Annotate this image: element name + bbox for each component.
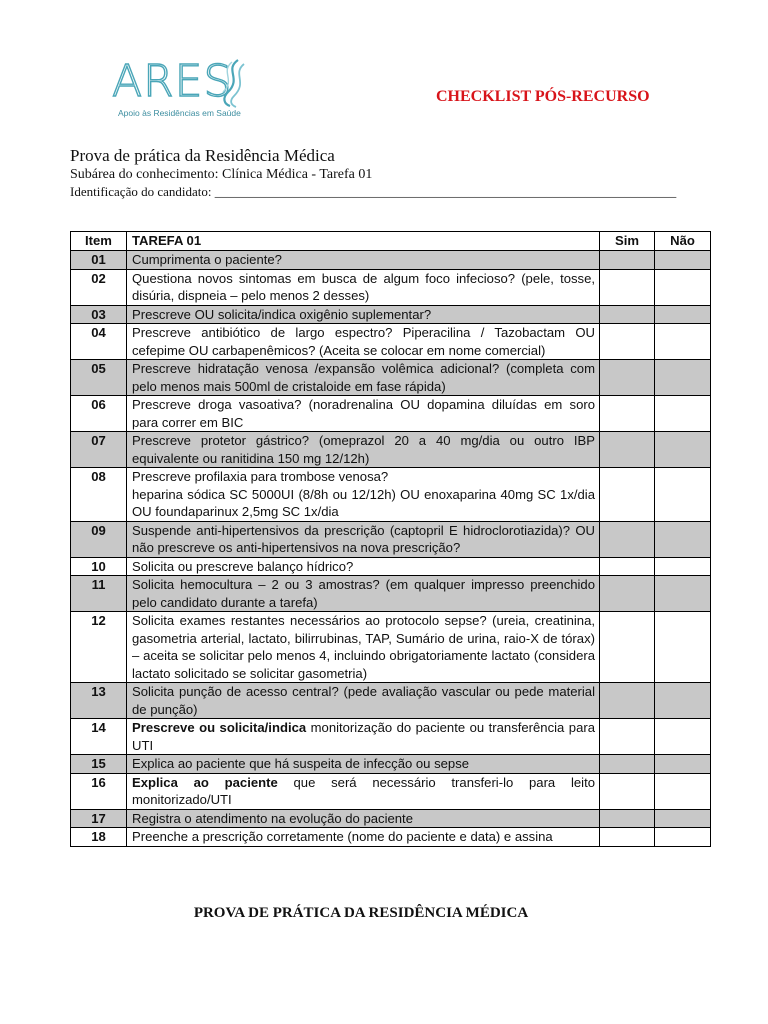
task-description: [127, 251, 600, 270]
subarea-line: Subárea do conhecimento: Clínica Médica - Tarefa 01: [70, 167, 373, 182]
task-text: Prescreve profilaxia para trombose venosa?: [132, 469, 389, 484]
task-description: [127, 360, 600, 396]
header-sim: Sim: [600, 232, 655, 251]
table-row: [71, 360, 711, 396]
sim-checkbox-cell[interactable]: [600, 683, 655, 719]
footer-title: PROVA DE PRÁTICA DA RESIDÊNCIA MÉDICA: [193, 905, 529, 921]
header-task: TAREFA 01: [127, 232, 600, 251]
item-number: 03: [71, 305, 127, 324]
sim-checkbox-cell[interactable]: [600, 557, 655, 576]
table-row: [71, 755, 711, 774]
sim-checkbox-cell[interactable]: [600, 251, 655, 270]
task-description: [127, 468, 600, 522]
task-description: [127, 324, 600, 360]
task-description: [127, 683, 600, 719]
item-number: 08: [71, 468, 127, 522]
task-text: Prescreve hidratação venosa /expansão volêmica adicional? (completa com pelo menos mais 500ml de cristaloide em fase rápida): [132, 361, 595, 394]
task-text: Cumprimenta o paciente?: [132, 252, 282, 267]
task-text: Prescreve antibiótico de largo espectro? Piperacilina / Tazobactam OU cefepime OU carbapenêmicos? (Aceita se colocar em nome comercial): [132, 325, 595, 358]
nao-checkbox-cell[interactable]: [655, 432, 711, 468]
item-number: 04: [71, 324, 127, 360]
task-text: Solicita hemocultura – 2 ou 3 amostras? (em qualquer impresso preenchido pelo candidato durante a tarefa): [132, 577, 595, 610]
checklist-table: [70, 231, 711, 847]
sim-checkbox-cell[interactable]: [600, 612, 655, 683]
nao-checkbox-cell[interactable]: [655, 755, 711, 774]
task-text: Solicita punção de acesso central? (pede avaliação vascular ou pede material de punção): [132, 684, 595, 717]
item-number: 14: [71, 719, 127, 755]
nao-checkbox-cell[interactable]: [655, 612, 711, 683]
item-number: 01: [71, 251, 127, 270]
table-header-row: [71, 232, 711, 251]
sim-checkbox-cell[interactable]: [600, 521, 655, 557]
table-row: [71, 324, 711, 360]
sim-checkbox-cell[interactable]: [600, 719, 655, 755]
sim-checkbox-cell[interactable]: [600, 269, 655, 305]
table-row: [71, 251, 711, 270]
checklist-body: [71, 251, 711, 847]
table-row: [71, 305, 711, 324]
task-text: Prescreve droga vasoativa? (noradrenalina OU dopamina diluídas em soro para correr em BIC: [132, 397, 595, 430]
task-description: [127, 396, 600, 432]
item-number: 18: [71, 828, 127, 847]
task-description: [127, 755, 600, 774]
logo-wordmark: ARES: [112, 56, 233, 107]
task-description: [127, 809, 600, 828]
document-title: CHECKLIST PÓS-RECURSO: [436, 88, 650, 105]
task-description: [127, 557, 600, 576]
table-row: [71, 468, 711, 522]
task-text-bold: Explica ao paciente: [132, 774, 278, 790]
exam-heading: Prova de prática da Residência Médica: [70, 146, 335, 165]
task-text: Suspende anti-hipertensivos da prescrição (captopril E hidroclorotiazida)? OU não prescreve os anti-hipertensivos na nova prescrição?: [132, 522, 595, 555]
candidate-identification-line: Identificação do candidato: _______________________________________________________________________: [70, 184, 677, 199]
logo-swoosh-icon: [216, 58, 250, 108]
sim-checkbox-cell[interactable]: [600, 396, 655, 432]
nao-checkbox-cell[interactable]: [655, 521, 711, 557]
task-description: [127, 576, 600, 612]
table-row: [71, 432, 711, 468]
nao-checkbox-cell[interactable]: [655, 828, 711, 847]
header-item: Item: [71, 232, 127, 251]
nao-checkbox-cell[interactable]: [655, 305, 711, 324]
table-row: [71, 269, 711, 305]
task-description: [127, 719, 600, 755]
logo: [112, 56, 252, 122]
nao-checkbox-cell[interactable]: [655, 773, 711, 809]
sim-checkbox-cell[interactable]: [600, 360, 655, 396]
item-number: 15: [71, 755, 127, 774]
sim-checkbox-cell[interactable]: [600, 576, 655, 612]
nao-checkbox-cell[interactable]: [655, 809, 711, 828]
nao-checkbox-cell[interactable]: [655, 360, 711, 396]
table-row: [71, 809, 711, 828]
table-row: [71, 612, 711, 683]
item-number: 06: [71, 396, 127, 432]
nao-checkbox-cell[interactable]: [655, 468, 711, 522]
item-number: 11: [71, 576, 127, 612]
nao-checkbox-cell[interactable]: [655, 719, 711, 755]
table-row: [71, 576, 711, 612]
item-number: 10: [71, 557, 127, 576]
task-text: Solicita exames restantes necessários ao protocolo sepse? (ureia, creatinina, gasometria arterial, lactato, bilirrubinas, TAP, Sumário de urina, raio-X de tórax) – aceita se solicitar pelo menos 4, incluindo obrigatoriamente lactato (considera lactato solicitado se solicitar gasometria): [132, 613, 595, 681]
task-text: heparina sódica SC 5000UI (8/8h ou 12/12h) OU enoxaparina 40mg SC 1x/dia OU foundaparinux 2,5mg SC 1x/dia: [132, 486, 595, 519]
task-text-bold: Prescreve ou solicita/indica: [132, 720, 307, 735]
task-description: [127, 432, 600, 468]
task-text: Registra o atendimento na evolução do paciente: [132, 810, 413, 826]
table-row: [71, 828, 711, 847]
sim-checkbox-cell[interactable]: [600, 755, 655, 774]
task-text: Prescreve OU solicita/indica oxigênio suplementar?: [132, 306, 432, 322]
task-description: [127, 305, 600, 324]
nao-checkbox-cell[interactable]: [655, 324, 711, 360]
task-description: [127, 773, 600, 809]
table-row: [71, 719, 711, 755]
sim-checkbox-cell[interactable]: [600, 809, 655, 828]
nao-checkbox-cell[interactable]: [655, 396, 711, 432]
task-description: [127, 828, 600, 847]
task-description: [127, 269, 600, 305]
nao-checkbox-cell[interactable]: [655, 683, 711, 719]
table-row: [71, 521, 711, 557]
sim-checkbox-cell[interactable]: [600, 324, 655, 360]
task-description: [127, 521, 600, 557]
header-nao: Não: [655, 232, 711, 251]
task-text: Questiona novos sintomas em busca de algum foco infecioso? (pele, tosse, disúria, dispneia – pelo menos 2 desses): [132, 270, 595, 303]
sim-checkbox-cell[interactable]: [600, 305, 655, 324]
nao-checkbox-cell[interactable]: [655, 269, 711, 305]
sim-checkbox-cell[interactable]: [600, 773, 655, 809]
table-row: [71, 557, 711, 576]
sim-checkbox-cell[interactable]: [600, 432, 655, 468]
task-text: monitorização do paciente ou transferência para UTI: [132, 720, 596, 753]
item-number: 13: [71, 683, 127, 719]
item-number: 09: [71, 521, 127, 557]
task-text: que será necessário transferi-lo para leito monitorizado/UTI: [132, 774, 595, 807]
table-row: [71, 683, 711, 719]
item-number: 02: [71, 269, 127, 305]
sim-checkbox-cell[interactable]: [600, 828, 655, 847]
task-text: Prescreve protetor gástrico? (omeprazol 20 a 40 mg/dia ou outro IBP equivalente ou ranitidina 150 mg 12/12h): [132, 433, 595, 466]
nao-checkbox-cell[interactable]: [655, 251, 711, 270]
task-text: Solicita ou prescreve balanço hídrico?: [132, 558, 354, 574]
item-number: 16: [71, 773, 127, 809]
table-row: [71, 396, 711, 432]
item-number: 17: [71, 809, 127, 828]
table-row: [71, 773, 711, 809]
task-text: Explica ao paciente que há suspeita de infecção ou sepse: [132, 756, 470, 771]
nao-checkbox-cell[interactable]: [655, 557, 711, 576]
nao-checkbox-cell[interactable]: [655, 576, 711, 612]
item-number: 12: [71, 612, 127, 683]
item-number: 07: [71, 432, 127, 468]
task-description: [127, 612, 600, 683]
task-text: Preenche a prescrição corretamente (nome do paciente e data) e assina: [132, 829, 553, 844]
logo-tagline: Apoio às Residências em Saúde: [118, 108, 241, 118]
sim-checkbox-cell[interactable]: [600, 468, 655, 522]
item-number: 05: [71, 360, 127, 396]
